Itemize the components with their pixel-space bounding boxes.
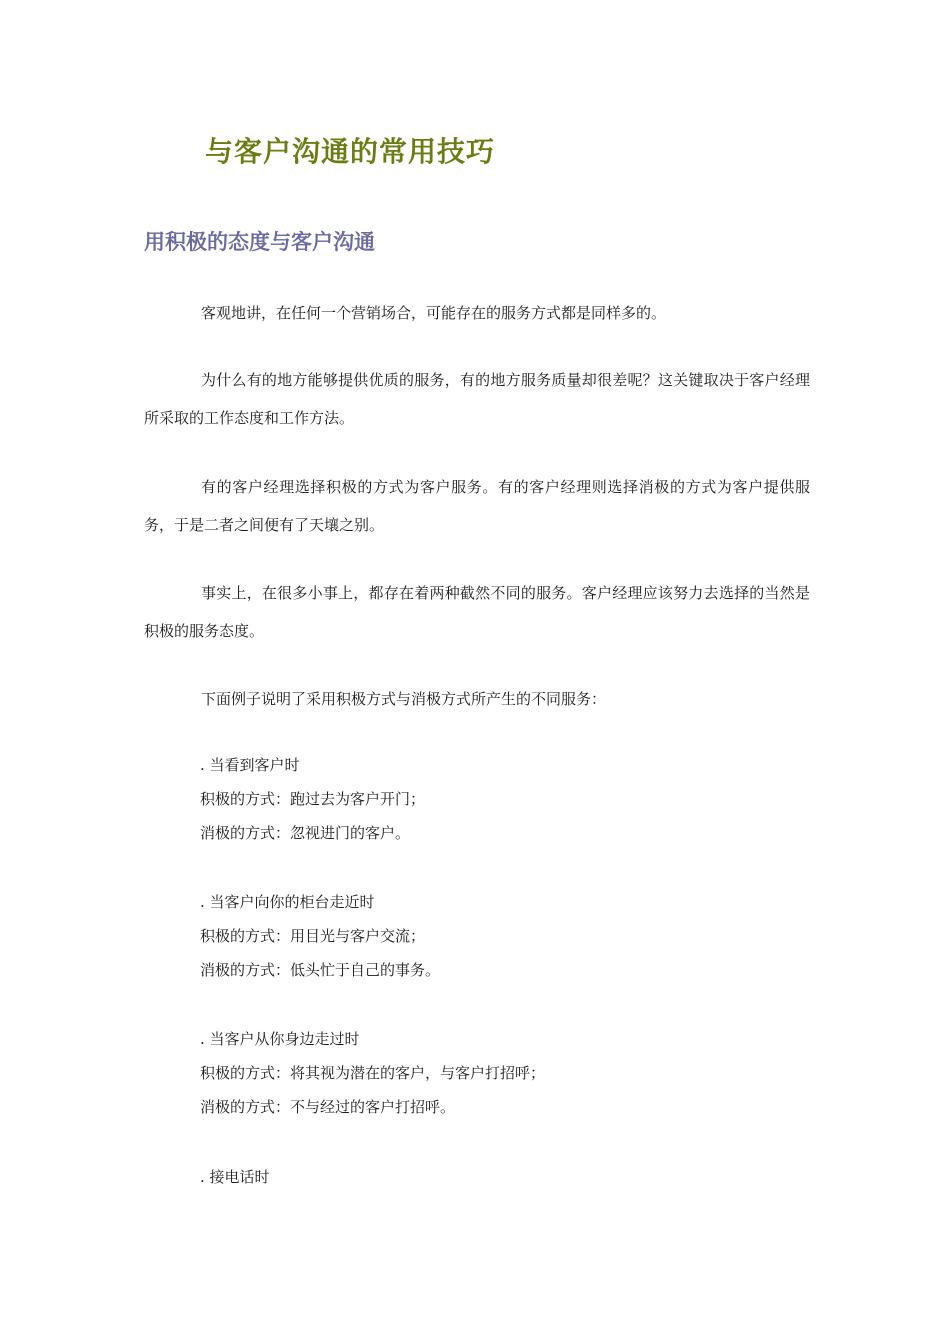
example-positive: 积极的方式：跑过去为客户开门； xyxy=(200,790,426,808)
example-positive: 积极的方式：用目光与客户交流； xyxy=(200,927,426,945)
example-negative: 消极的方式：不与经过的客户打招呼。 xyxy=(200,1098,456,1116)
document-title: 与客户沟通的常用技巧 xyxy=(205,135,496,168)
section-heading: 用积极的态度与客户沟通 xyxy=(144,230,375,254)
example-situation: . 当客户向你的柜台走近时 xyxy=(200,893,375,911)
example-negative: 消极的方式：忽视进门的客户。 xyxy=(200,824,411,842)
paragraph: 下面例子说明了采用积极方式与消极方式所产生的不同服务： xyxy=(201,690,607,708)
paragraph: 为什么有的地方能够提供优质的服务，有的地方服务质量却很差呢？这关键取决于客户经理所采取的工作态度和工作方法。 xyxy=(144,371,810,427)
example-negative: 消极的方式：低头忙于自己的事务。 xyxy=(200,961,441,979)
example-situation: . 当看到客户时 xyxy=(200,756,300,774)
paragraph: 事实上，在很多小事上，都存在着两种截然不同的服务。客户经理应该努力去选择的当然是积极的服务态度。 xyxy=(144,584,810,640)
paragraph: 客观地讲，在任何一个营销场合，可能存在的服务方式都是同样多的。 xyxy=(201,304,667,322)
example-positive: 积极的方式：将其视为潜在的客户，与客户打招呼； xyxy=(200,1064,546,1082)
example-situation: . 接电话时 xyxy=(200,1168,270,1186)
example-situation: . 当客户从你身边走过时 xyxy=(200,1030,360,1048)
paragraph: 有的客户经理选择积极的方式为客户服务。有的客户经理则选择消极的方式为客户提供服务，于是二者之间便有了天壤之别。 xyxy=(144,478,810,534)
